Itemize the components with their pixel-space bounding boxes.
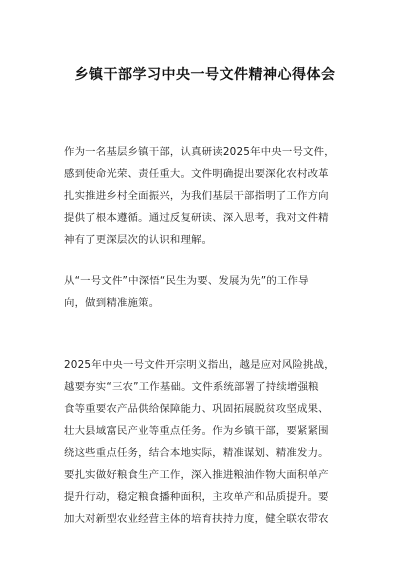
paragraph-line: 要扎实做好粮食生产工作，深入推进粮油作物大面积单产 xyxy=(64,469,329,481)
paragraph-2 xyxy=(64,270,350,314)
paragraph-line: 作为一名基层乡镇干部，认真研读2025年中央一号文件， xyxy=(64,146,335,158)
paragraph-line: 扎实推进乡村全面振兴，为我们基层干部指明了工作方向 xyxy=(64,190,329,202)
paragraph-line: 绕这些重点任务，结合本地实际，精准谋划、精准发力。 xyxy=(64,447,329,459)
paragraph-line: 2025年中央一号文件开宗明义指出，越是应对风险挑战， xyxy=(64,359,335,371)
paragraph-line: 越要夯实“三农”工作基础。文件系统部署了持续增强粮 xyxy=(64,381,319,393)
paragraph-line: 加大对新型农业经营主体的培育扶持力度，健全联农带农 xyxy=(64,513,329,525)
paragraph-line: 壮大县域富民产业等重点任务。作为乡镇干部，要紧紧围 xyxy=(64,425,329,437)
paragraph-line: 食等重要农产品供给保障能力、巩固拓展脱贫攻坚成果、 xyxy=(64,403,329,415)
paragraph-line: 从“一号文件”中深悟“民生为要、发展为先”的工作导 xyxy=(64,275,309,287)
paragraph-1 xyxy=(64,141,350,251)
paragraph-line: 感到使命光荣、责任重大。文件明确提出要深化农村改革 xyxy=(64,168,329,180)
paragraph-line: 提供了根本遵循。通过反复研读、深入思考，我对文件精 xyxy=(64,212,329,224)
paragraph-line: 向，做到精准施策。 xyxy=(64,297,160,309)
paragraph-line: 提升行动，稳定粮食播种面积，主攻单产和品质提升。要 xyxy=(64,491,329,503)
paragraph-3 xyxy=(64,354,350,530)
document-title: 乡镇干部学习中央一号文件精神心得体会 xyxy=(74,67,336,83)
paragraph-line: 神有了更深层次的认识和理解。 xyxy=(64,234,213,246)
